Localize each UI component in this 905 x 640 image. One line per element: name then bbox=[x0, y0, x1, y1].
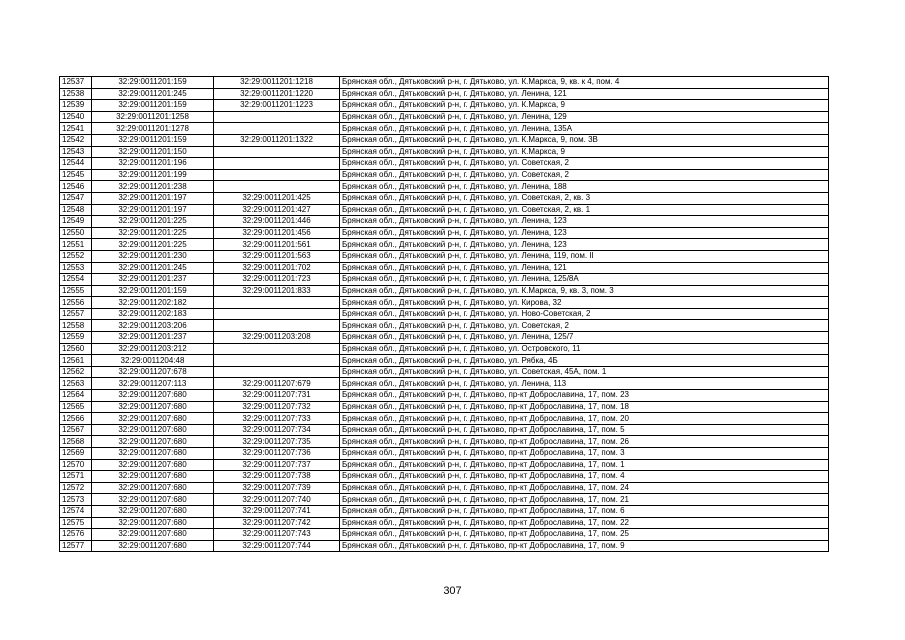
object-cadastral-number-cell: 32:29:0011207:735 bbox=[214, 436, 340, 448]
row-number-cell: 12557 bbox=[60, 308, 92, 320]
cadastral-number-cell: 32:29:0011207:113 bbox=[92, 378, 214, 390]
cadastral-number-cell: 32:29:0011201:238 bbox=[92, 181, 214, 193]
row-number-cell: 12570 bbox=[60, 459, 92, 471]
object-cadastral-number-cell bbox=[214, 123, 340, 135]
row-number-cell: 12540 bbox=[60, 111, 92, 123]
cadastral-number-cell: 32:29:0011207:680 bbox=[92, 390, 214, 402]
object-cadastral-number-cell: 32:29:0011207:738 bbox=[214, 471, 340, 483]
object-cadastral-number-cell: 32:29:0011201:446 bbox=[214, 216, 340, 228]
table-row bbox=[60, 308, 829, 320]
row-number-cell: 12574 bbox=[60, 505, 92, 517]
address-cell: Брянская обл., Дятьковский р-н, г. Дятьково, ул. Ленина, 135А bbox=[340, 123, 829, 135]
cadastral-number-cell: 32:29:0011207:680 bbox=[92, 482, 214, 494]
row-number-cell: 12561 bbox=[60, 355, 92, 367]
table-row bbox=[60, 169, 829, 181]
row-number-cell: 12562 bbox=[60, 366, 92, 378]
address-cell: Брянская обл., Дятьковский р-н, г. Дятьково, пр-кт Доброславина, 17, пом. 21 bbox=[340, 494, 829, 506]
registry-table bbox=[59, 76, 829, 552]
row-number-cell: 12548 bbox=[60, 204, 92, 216]
row-number-cell: 12556 bbox=[60, 297, 92, 309]
address-cell: Брянская обл., Дятьковский р-н, г. Дятьково, пр-кт Доброславина, 17, пом. 1 bbox=[340, 459, 829, 471]
address-cell: Брянская обл., Дятьковский р-н, г. Дятьково, пр-кт Доброславина, 17, пом. 25 bbox=[340, 529, 829, 541]
table-row bbox=[60, 517, 829, 529]
cadastral-number-cell: 32:29:0011201:197 bbox=[92, 192, 214, 204]
address-cell: Брянская обл., Дятьковский р-н, г. Дятьково, ул. Советская, 2 bbox=[340, 169, 829, 181]
object-cadastral-number-cell bbox=[214, 320, 340, 332]
table-row bbox=[60, 448, 829, 460]
address-cell: Брянская обл., Дятьковский р-н, г. Дятьково, пр-кт Доброславина, 17, пом. 5 bbox=[340, 424, 829, 436]
cadastral-number-cell: 32:29:0011201:237 bbox=[92, 332, 214, 344]
address-cell: Брянская обл., Дятьковский р-н, г. Дятьково, ул. Ленина, 119, пом. II bbox=[340, 250, 829, 262]
table-row bbox=[60, 134, 829, 146]
object-cadastral-number-cell bbox=[214, 308, 340, 320]
address-cell: Брянская обл., Дятьковский р-н, г. Дятьково, ул. Рябка, 4Б bbox=[340, 355, 829, 367]
object-cadastral-number-cell: 32:29:0011201:1220 bbox=[214, 88, 340, 100]
cadastral-number-cell: 32:29:0011207:680 bbox=[92, 413, 214, 425]
table-row bbox=[60, 123, 829, 135]
cadastral-number-cell: 32:29:0011201:225 bbox=[92, 216, 214, 228]
row-number-cell: 12565 bbox=[60, 401, 92, 413]
object-cadastral-number-cell: 32:29:0011207:741 bbox=[214, 505, 340, 517]
object-cadastral-number-cell bbox=[214, 366, 340, 378]
table-row bbox=[60, 401, 829, 413]
page-number: 307 bbox=[443, 585, 462, 597]
address-cell: Брянская обл., Дятьковский р-н, г. Дятьково, ул. Советская, 2, кв. 1 bbox=[340, 204, 829, 216]
row-number-cell: 12551 bbox=[60, 239, 92, 251]
object-cadastral-number-cell: 32:29:0011201:1223 bbox=[214, 100, 340, 112]
row-number-cell: 12544 bbox=[60, 158, 92, 170]
table-row bbox=[60, 459, 829, 471]
table-row bbox=[60, 505, 829, 517]
object-cadastral-number-cell: 32:29:0011207:744 bbox=[214, 540, 340, 552]
cadastral-number-cell: 32:29:0011207:680 bbox=[92, 529, 214, 541]
object-cadastral-number-cell: 32:29:0011207:739 bbox=[214, 482, 340, 494]
row-number-cell: 12567 bbox=[60, 424, 92, 436]
table-row bbox=[60, 100, 829, 112]
address-cell: Брянская обл., Дятьковский р-н, г. Дятьково, ул. Островского, 11 bbox=[340, 343, 829, 355]
cadastral-number-cell: 32:29:0011207:680 bbox=[92, 505, 214, 517]
address-cell: Брянская обл., Дятьковский р-н, г. Дятьково, ул. Ленина, 113 bbox=[340, 378, 829, 390]
cadastral-number-cell: 32:29:0011201:225 bbox=[92, 227, 214, 239]
row-number-cell: 12549 bbox=[60, 216, 92, 228]
object-cadastral-number-cell bbox=[214, 158, 340, 170]
row-number-cell: 12555 bbox=[60, 285, 92, 297]
cadastral-number-cell: 32:29:0011207:680 bbox=[92, 540, 214, 552]
table-row bbox=[60, 239, 829, 251]
address-cell: Брянская обл., Дятьковский р-н, г. Дятьково, ул. Ленина, 123 bbox=[340, 216, 829, 228]
object-cadastral-number-cell: 32:29:0011201:427 bbox=[214, 204, 340, 216]
row-number-cell: 12577 bbox=[60, 540, 92, 552]
table-row bbox=[60, 111, 829, 123]
object-cadastral-number-cell: 32:29:0011201:702 bbox=[214, 262, 340, 274]
address-cell: Брянская обл., Дятьковский р-н, г. Дятьково, ул. Ленина, 123 bbox=[340, 227, 829, 239]
address-cell: Брянская обл., Дятьковский р-н, г. Дятьково, ул. К.Маркса, 9, кв. 3, пом. 3 bbox=[340, 285, 829, 297]
row-number-cell: 12537 bbox=[60, 77, 92, 89]
object-cadastral-number-cell: 32:29:0011207:734 bbox=[214, 424, 340, 436]
address-cell: Брянская обл., Дятьковский р-н, г. Дятьково, пр-кт Доброславина, 17, пом. 9 bbox=[340, 540, 829, 552]
table-row bbox=[60, 540, 829, 552]
cadastral-number-cell: 32:29:0011207:680 bbox=[92, 471, 214, 483]
address-cell: Брянская обл., Дятьковский р-н, г. Дятьково, пр-кт Доброславина, 17, пом. 24 bbox=[340, 482, 829, 494]
row-number-cell: 12554 bbox=[60, 274, 92, 286]
table-row bbox=[60, 378, 829, 390]
row-number-cell: 12550 bbox=[60, 227, 92, 239]
table-row bbox=[60, 482, 829, 494]
row-number-cell: 12568 bbox=[60, 436, 92, 448]
table-row bbox=[60, 320, 829, 332]
cadastral-number-cell: 32:29:0011207:680 bbox=[92, 517, 214, 529]
cadastral-number-cell: 32:29:0011201:199 bbox=[92, 169, 214, 181]
table-row bbox=[60, 366, 829, 378]
table-row bbox=[60, 343, 829, 355]
cadastral-number-cell: 32:29:0011207:680 bbox=[92, 448, 214, 460]
address-cell: Брянская обл., Дятьковский р-н, г. Дятьково, ул. Советская, 2 bbox=[340, 158, 829, 170]
table-row bbox=[60, 285, 829, 297]
object-cadastral-number-cell: 32:29:0011207:731 bbox=[214, 390, 340, 402]
cadastral-number-cell: 32:29:0011204:48 bbox=[92, 355, 214, 367]
table-row bbox=[60, 297, 829, 309]
row-number-cell: 12573 bbox=[60, 494, 92, 506]
address-cell: Брянская обл., Дятьковский р-н, г. Дятьково, ул. Советская, 45А, пом. 1 bbox=[340, 366, 829, 378]
object-cadastral-number-cell bbox=[214, 343, 340, 355]
row-number-cell: 12543 bbox=[60, 146, 92, 158]
row-number-cell: 12541 bbox=[60, 123, 92, 135]
row-number-cell: 12539 bbox=[60, 100, 92, 112]
address-cell: Брянская обл., Дятьковский р-н, г. Дятьково, ул. К.Маркса, 9, кв. к 4, пом. 4 bbox=[340, 77, 829, 89]
table-row bbox=[60, 192, 829, 204]
object-cadastral-number-cell: 32:29:0011201:833 bbox=[214, 285, 340, 297]
object-cadastral-number-cell: 32:29:0011201:1218 bbox=[214, 77, 340, 89]
object-cadastral-number-cell: 32:29:0011201:1322 bbox=[214, 134, 340, 146]
address-cell: Брянская обл., Дятьковский р-н, г. Дятьково, пр-кт Доброславина, 17, пом. 22 bbox=[340, 517, 829, 529]
object-cadastral-number-cell: 32:29:0011207:679 bbox=[214, 378, 340, 390]
cadastral-number-cell: 32:29:0011201:159 bbox=[92, 134, 214, 146]
row-number-cell: 12571 bbox=[60, 471, 92, 483]
registry-table-body bbox=[60, 77, 829, 552]
row-number-cell: 12563 bbox=[60, 378, 92, 390]
table-row bbox=[60, 250, 829, 262]
cadastral-number-cell: 32:29:0011202:182 bbox=[92, 297, 214, 309]
cadastral-number-cell: 32:29:0011207:680 bbox=[92, 424, 214, 436]
object-cadastral-number-cell bbox=[214, 355, 340, 367]
address-cell: Брянская обл., Дятьковский р-н, г. Дятьково, ул. Ленина, 125/7 bbox=[340, 332, 829, 344]
table-row bbox=[60, 436, 829, 448]
object-cadastral-number-cell: 32:29:0011201:563 bbox=[214, 250, 340, 262]
cadastral-number-cell: 32:29:0011201:230 bbox=[92, 250, 214, 262]
object-cadastral-number-cell bbox=[214, 181, 340, 193]
table-row bbox=[60, 262, 829, 274]
table-row bbox=[60, 146, 829, 158]
address-cell: Брянская обл., Дятьковский р-н, г. Дятьково, пр-кт Доброславина, 17, пом. 26 bbox=[340, 436, 829, 448]
row-number-cell: 12576 bbox=[60, 529, 92, 541]
row-number-cell: 12552 bbox=[60, 250, 92, 262]
address-cell: Брянская обл., Дятьковский р-н, г. Дятьково, пр-кт Доброславина, 17, пом. 20 bbox=[340, 413, 829, 425]
row-number-cell: 12558 bbox=[60, 320, 92, 332]
cadastral-number-cell: 32:29:0011201:196 bbox=[92, 158, 214, 170]
row-number-cell: 12560 bbox=[60, 343, 92, 355]
object-cadastral-number-cell: 32:29:0011201:425 bbox=[214, 192, 340, 204]
address-cell: Брянская обл., Дятьковский р-н, г. Дятьково, ул. Советская, 2, кв. 3 bbox=[340, 192, 829, 204]
cadastral-number-cell: 32:29:0011201:159 bbox=[92, 77, 214, 89]
cadastral-number-cell: 32:29:0011202:183 bbox=[92, 308, 214, 320]
row-number-cell: 12559 bbox=[60, 332, 92, 344]
address-cell: Брянская обл., Дятьковский р-н, г. Дятьково, ул. Ленина, 121 bbox=[340, 262, 829, 274]
table-row bbox=[60, 77, 829, 89]
cadastral-number-cell: 32:29:0011203:212 bbox=[92, 343, 214, 355]
cadastral-number-cell: 32:29:0011203:206 bbox=[92, 320, 214, 332]
table-row bbox=[60, 158, 829, 170]
table-row bbox=[60, 424, 829, 436]
address-cell: Брянская обл., Дятьковский р-н, г. Дятьково, ул. К.Маркса, 9 bbox=[340, 146, 829, 158]
address-cell: Брянская обл., Дятьковский р-н, г. Дятьково, пр-кт Доброславина, 17, пом. 23 bbox=[340, 390, 829, 402]
object-cadastral-number-cell: 32:29:0011207:732 bbox=[214, 401, 340, 413]
table-row bbox=[60, 204, 829, 216]
table-row bbox=[60, 390, 829, 402]
table-row bbox=[60, 355, 829, 367]
cadastral-number-cell: 32:29:0011201:245 bbox=[92, 88, 214, 100]
address-cell: Брянская обл., Дятьковский р-н, г. Дятьково, ул. К.Маркса, 9 bbox=[340, 100, 829, 112]
address-cell: Брянская обл., Дятьковский р-н, г. Дятьково, пр-кт Доброславина, 17, пом. 4 bbox=[340, 471, 829, 483]
address-cell: Брянская обл., Дятьковский р-н, г. Дятьково, ул. Кирова, 32 bbox=[340, 297, 829, 309]
row-number-cell: 12546 bbox=[60, 181, 92, 193]
address-cell: Брянская обл., Дятьковский р-н, г. Дятьково, ул. Ленина, 123 bbox=[340, 239, 829, 251]
cadastral-number-cell: 32:29:0011207:680 bbox=[92, 459, 214, 471]
object-cadastral-number-cell: 32:29:0011201:456 bbox=[214, 227, 340, 239]
cadastral-number-cell: 32:29:0011207:678 bbox=[92, 366, 214, 378]
table-row bbox=[60, 274, 829, 286]
row-number-cell: 12575 bbox=[60, 517, 92, 529]
object-cadastral-number-cell bbox=[214, 169, 340, 181]
table-row bbox=[60, 494, 829, 506]
object-cadastral-number-cell: 32:29:0011201:723 bbox=[214, 274, 340, 286]
cadastral-number-cell: 32:29:0011201:150 bbox=[92, 146, 214, 158]
table-row bbox=[60, 216, 829, 228]
object-cadastral-number-cell bbox=[214, 297, 340, 309]
table-row bbox=[60, 332, 829, 344]
address-cell: Брянская обл., Дятьковский р-н, г. Дятьково, ул. Ленина, 121 bbox=[340, 88, 829, 100]
cadastral-number-cell: 32:29:0011201:159 bbox=[92, 100, 214, 112]
table-row bbox=[60, 227, 829, 239]
address-cell: Брянская обл., Дятьковский р-н, г. Дятьково, пр-кт Доброславина, 17, пом. 3 bbox=[340, 448, 829, 460]
row-number-cell: 12572 bbox=[60, 482, 92, 494]
row-number-cell: 12538 bbox=[60, 88, 92, 100]
address-cell: Брянская обл., Дятьковский р-н, г. Дятьково, ул. К.Маркса, 9, пом. 3В bbox=[340, 134, 829, 146]
cadastral-number-cell: 32:29:0011201:197 bbox=[92, 204, 214, 216]
cadastral-number-cell: 32:29:0011201:159 bbox=[92, 285, 214, 297]
table-row bbox=[60, 88, 829, 100]
object-cadastral-number-cell: 32:29:0011207:737 bbox=[214, 459, 340, 471]
table-row bbox=[60, 471, 829, 483]
cadastral-number-cell: 32:29:0011201:1278 bbox=[92, 123, 214, 135]
object-cadastral-number-cell: 32:29:0011201:561 bbox=[214, 239, 340, 251]
cadastral-number-cell: 32:29:0011201:225 bbox=[92, 239, 214, 251]
row-number-cell: 12553 bbox=[60, 262, 92, 274]
object-cadastral-number-cell bbox=[214, 111, 340, 123]
row-number-cell: 12564 bbox=[60, 390, 92, 402]
address-cell: Брянская обл., Дятьковский р-н, г. Дятьково, ул. Ленина, 125/8А bbox=[340, 274, 829, 286]
cadastral-number-cell: 32:29:0011207:680 bbox=[92, 436, 214, 448]
address-cell: Брянская обл., Дятьковский р-н, г. Дятьково, ул. Ленина, 129 bbox=[340, 111, 829, 123]
address-cell: Брянская обл., Дятьковский р-н, г. Дятьково, ул. Советская, 2 bbox=[340, 320, 829, 332]
cadastral-number-cell: 32:29:0011201:237 bbox=[92, 274, 214, 286]
cadastral-number-cell: 32:29:0011207:680 bbox=[92, 494, 214, 506]
row-number-cell: 12542 bbox=[60, 134, 92, 146]
row-number-cell: 12547 bbox=[60, 192, 92, 204]
object-cadastral-number-cell: 32:29:0011207:740 bbox=[214, 494, 340, 506]
cadastral-number-cell: 32:29:0011201:1258 bbox=[92, 111, 214, 123]
address-cell: Брянская обл., Дятьковский р-н, г. Дятьково, пр-кт Доброславина, 17, пом. 18 bbox=[340, 401, 829, 413]
object-cadastral-number-cell: 32:29:0011207:736 bbox=[214, 448, 340, 460]
address-cell: Брянская обл., Дятьковский р-н, г. Дятьково, ул. Ленина, 188 bbox=[340, 181, 829, 193]
row-number-cell: 12566 bbox=[60, 413, 92, 425]
cadastral-number-cell: 32:29:0011207:680 bbox=[92, 401, 214, 413]
object-cadastral-number-cell bbox=[214, 146, 340, 158]
row-number-cell: 12545 bbox=[60, 169, 92, 181]
table-row bbox=[60, 181, 829, 193]
object-cadastral-number-cell: 32:29:0011207:742 bbox=[214, 517, 340, 529]
row-number-cell: 12569 bbox=[60, 448, 92, 460]
table-row bbox=[60, 413, 829, 425]
table-row bbox=[60, 529, 829, 541]
object-cadastral-number-cell: 32:29:0011207:743 bbox=[214, 529, 340, 541]
address-cell: Брянская обл., Дятьковский р-н, г. Дятьково, пр-кт Доброславина, 17, пом. 6 bbox=[340, 505, 829, 517]
object-cadastral-number-cell: 32:29:0011207:733 bbox=[214, 413, 340, 425]
object-cadastral-number-cell: 32:29:0011203:208 bbox=[214, 332, 340, 344]
address-cell: Брянская обл., Дятьковский р-н, г. Дятьково, ул. Ново-Советская, 2 bbox=[340, 308, 829, 320]
cadastral-number-cell: 32:29:0011201:245 bbox=[92, 262, 214, 274]
